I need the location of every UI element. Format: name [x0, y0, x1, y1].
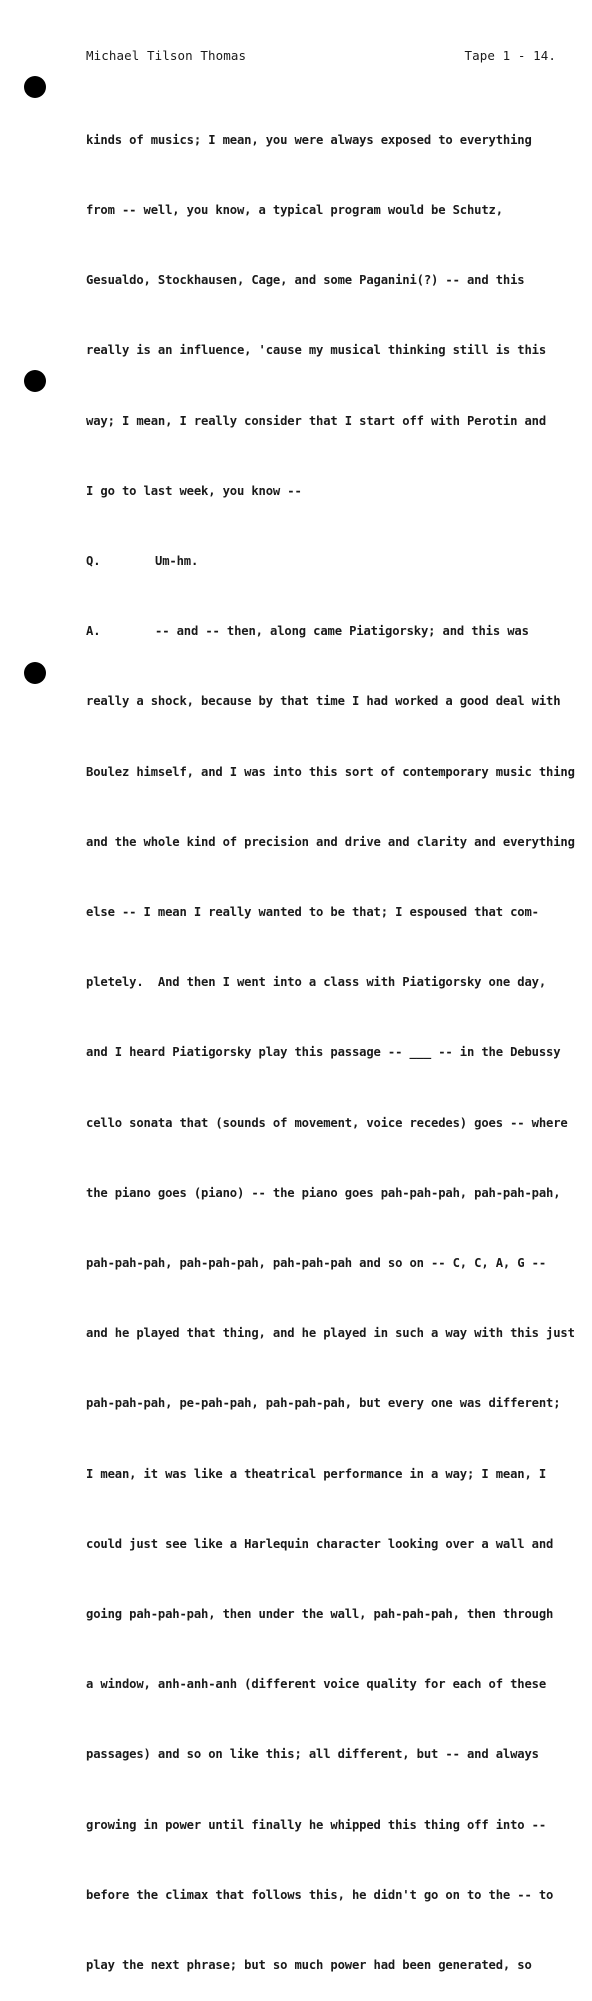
transcript-line: I mean, it was like a theatrical performance in a way; I mean, I	[86, 1466, 546, 1481]
transcript-line: and I heard Piatigorsky play this passage -- ___ -- in the Debussy	[86, 1045, 561, 1060]
transcript-line: from -- well, you know, a typical program would be Schutz,	[86, 203, 503, 218]
interviewee-name: Michael Tilson Thomas	[86, 48, 247, 63]
transcript-line: and the whole kind of precision and drive and clarity and everything	[86, 834, 575, 849]
answer-label: A.	[86, 624, 101, 639]
transcript-line: I go to last week, you know --	[86, 483, 302, 498]
transcript-line: Gesualdo, Stockhausen, Cage, and some Paganini(?) -- and this	[86, 273, 525, 288]
transcript-line: cello sonata that (sounds of movement, voice recedes) goes -- where	[86, 1115, 568, 1130]
transcript-line: pah-pah-pah, pah-pah-pah, pah-pah-pah and so on -- C, C, A, G --	[86, 1256, 546, 1271]
tape-page-number: Tape 1 - 14.	[464, 48, 556, 63]
transcript-line: growing in power until finally he whipped this thing off into --	[86, 1817, 546, 1832]
binder-hole-middle	[24, 370, 46, 392]
binder-hole-top	[24, 76, 46, 98]
question-line	[86, 550, 556, 573]
transcript-line: really is an influence, 'cause my musical thinking still is this	[86, 343, 546, 358]
transcript-line: passages) and so on like this; all different, but -- and always	[86, 1747, 539, 1762]
transcript-line: pletely. And then I went into a class with Piatigorsky one day,	[86, 975, 546, 990]
transcript-line: a window, anh-anh-anh (different voice quality for each of these	[86, 1677, 546, 1692]
transcript-line: could just see like a Harlequin character looking over a wall and	[86, 1536, 554, 1551]
transcript-line: the piano goes (piano) -- the piano goes pah-pah-pah, pah-pah-pah,	[86, 1185, 561, 1200]
transcript-line: else -- I mean I really wanted to be that; I espoused that com-	[86, 905, 539, 920]
transcript-line: and he played that thing, and he played in such a way with this just	[86, 1326, 575, 1341]
question-text: Um-hm.	[155, 554, 199, 569]
question-label: Q.	[86, 554, 101, 569]
binder-hole-bottom	[24, 662, 46, 684]
transcript-body	[86, 82, 575, 2001]
transcript-line: pah-pah-pah, pe-pah-pah, pah-pah-pah, but every one was different;	[86, 1396, 561, 1411]
transcript-line: really a shock, because by that time I had worked a good deal with	[86, 694, 561, 709]
transcript-line: Boulez himself, and I was into this sort of contemporary music thing	[86, 764, 575, 779]
transcript-line: going pah-pah-pah, then under the wall, pah-pah-pah, then through	[86, 1607, 554, 1622]
transcript-line: before the climax that follows this, he didn't go on to the -- to	[86, 1887, 554, 1902]
transcript-line: play the next phrase; but so much power had been generated, so	[86, 1958, 532, 1973]
transcript-line: kinds of musics; I mean, you were always exposed to everything	[86, 132, 532, 147]
answer-line	[86, 620, 556, 643]
answer-text: -- and -- then, along came Piatigorsky; and this was	[155, 624, 529, 639]
transcript-line: way; I mean, I really consider that I start off with Perotin and	[86, 413, 546, 428]
